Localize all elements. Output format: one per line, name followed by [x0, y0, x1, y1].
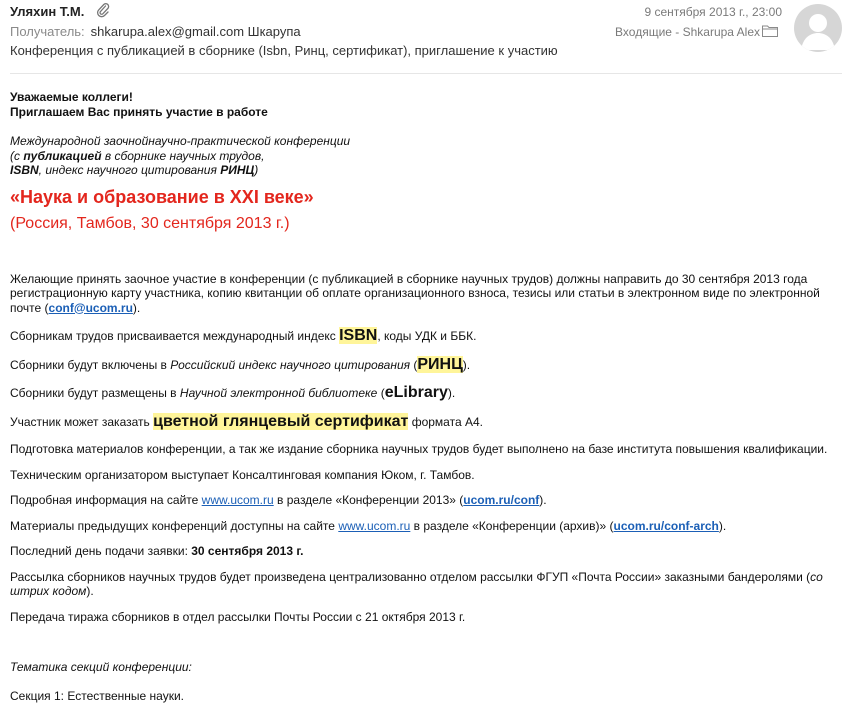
text-fragment: ).	[718, 518, 727, 533]
conference-place-date: (Россия, Тамбов, 30 сентября 2013 г.)	[10, 214, 290, 232]
highlight-text: цветной глянцевый сертификат	[153, 412, 409, 430]
text-fragment: )	[254, 163, 259, 177]
text-fragment: Последний день подачи заявки:	[10, 544, 192, 558]
text-fragment: РИНЦ	[220, 163, 255, 177]
paragraph	[10, 272, 830, 316]
invitation-line: Приглашаем Вас принять участие в работе	[10, 104, 268, 119]
paragraph	[10, 544, 830, 559]
site-link[interactable]: www.ucom.ru	[201, 493, 274, 507]
paragraph: Передача тиража сборников в отдел рассылки Почты России с 21 октября 2013 г.	[10, 609, 466, 624]
text-fragment: Сборникам трудов присваивается международный индекс	[10, 329, 340, 343]
folder-icon	[762, 24, 778, 37]
sender-avatar	[794, 4, 842, 52]
text-fragment: Российский индекс научного цитирования	[170, 357, 411, 372]
text-fragment: публикацией	[23, 148, 102, 163]
mailbox-folder: Входящие - Shkarupa Alex	[615, 25, 760, 39]
text-fragment: (	[377, 386, 385, 400]
text-fragment: Подробная информация на сайте	[10, 493, 202, 507]
conf-link[interactable]: ucom.ru/conf	[463, 493, 540, 507]
text-fragment: Участник может заказать	[10, 414, 154, 429]
text-fragment: Сборники будут размещены в	[10, 386, 180, 400]
message-date: 9 сентября 2013 г., 23:00	[644, 5, 782, 19]
text-fragment: ).	[447, 386, 456, 400]
text-fragment: в сборнике научных трудов,	[101, 148, 265, 163]
header-divider	[10, 73, 842, 74]
conf-archive-link[interactable]: ucom.ru/conf-arch	[613, 518, 719, 533]
topics-heading: Тематика секций конференции:	[10, 660, 192, 674]
text-fragment: в разделе «Конференции (архив)» (	[410, 518, 614, 533]
text-fragment: формата А4.	[408, 414, 483, 429]
default-avatar	[794, 4, 842, 52]
text-fragment: ).	[539, 493, 547, 507]
text-fragment: Желающие принять заочное участие в конференции (с публикацией в сборнике научных трудов) должны направить до 30 сентября 2013 года регистрационную карту участника, копию квитанции об оплате организационного взноса, тезисы или статьи в электронном виде по электронной почте (	[10, 271, 820, 315]
text-fragment: Научной электронной библиотеке	[179, 386, 378, 400]
conference-type: Международной заочнойнаучно-практической конференции	[10, 134, 351, 148]
text-fragment: ).	[86, 584, 94, 598]
highlight-text: ISBN	[339, 327, 378, 344]
recipient-value[interactable]: shkarupa.alex@gmail.com Шкарупа	[90, 24, 301, 39]
text-fragment: Сборники будут включены в	[10, 357, 171, 372]
text-fragment: в разделе «Конференции 2013» (	[273, 493, 464, 507]
text-fragment: eLibrary	[384, 384, 448, 401]
text-fragment: ).	[462, 357, 471, 372]
paragraph	[10, 493, 830, 508]
message-header	[0, 0, 847, 62]
text-fragment: Рассылка сборников научных трудов будет произведена централизованно отделом рассылки ФГУП «Почта России» заказными бандеролями (	[10, 569, 811, 584]
paragraph	[10, 329, 830, 344]
text-fragment: ISBN	[10, 163, 39, 177]
paragraph: Подготовка материалов конференции, а так же издание сборника научных трудов будет выполнено на базе института повышения квалификации.	[10, 442, 828, 456]
section-item: Секция 1: Естественные науки.	[10, 688, 184, 703]
text-fragment: 30 сентября 2013 г.	[191, 544, 304, 558]
message-body	[10, 90, 830, 703]
conference-details-2	[10, 163, 830, 178]
paragraph	[10, 519, 830, 534]
highlight-text: РИНЦ	[417, 355, 463, 373]
paragraph	[10, 386, 830, 401]
paragraph: Техническим организатором выступает Консалтинговая компания Юком, г. Тамбов.	[10, 467, 475, 482]
text-fragment: ).	[132, 300, 141, 315]
sender-name[interactable]: Уляхин Т.М.	[10, 4, 85, 19]
recipient-row	[10, 24, 301, 39]
text-fragment: Материалы предыдущих конференций доступны на сайте	[10, 518, 339, 533]
text-fragment: , индекс научного цитирования	[38, 163, 221, 177]
text-fragment: со штрих кодом	[10, 569, 823, 598]
paragraph	[10, 355, 830, 373]
site-link[interactable]: www.ucom.ru	[338, 518, 411, 533]
paragraph	[10, 570, 830, 599]
greeting-line: Уважаемые коллеги!	[10, 90, 133, 104]
text-fragment: (с	[10, 148, 24, 163]
paperclip-icon[interactable]	[96, 2, 110, 18]
message-subject: Конференция с публикацией в сборнике (Isbn, Ринц, сертификат), приглашение к участию	[10, 43, 558, 58]
conference-details-1	[10, 149, 830, 164]
text-fragment: , коды УДК и ББК.	[377, 329, 477, 343]
text-fragment: (	[410, 357, 418, 372]
conference-title: «Наука и образование в XXI веке»	[10, 186, 314, 207]
recipient-label: Получатель:	[10, 24, 85, 39]
paragraph	[10, 412, 830, 430]
email-link[interactable]: conf@ucom.ru	[48, 300, 133, 315]
